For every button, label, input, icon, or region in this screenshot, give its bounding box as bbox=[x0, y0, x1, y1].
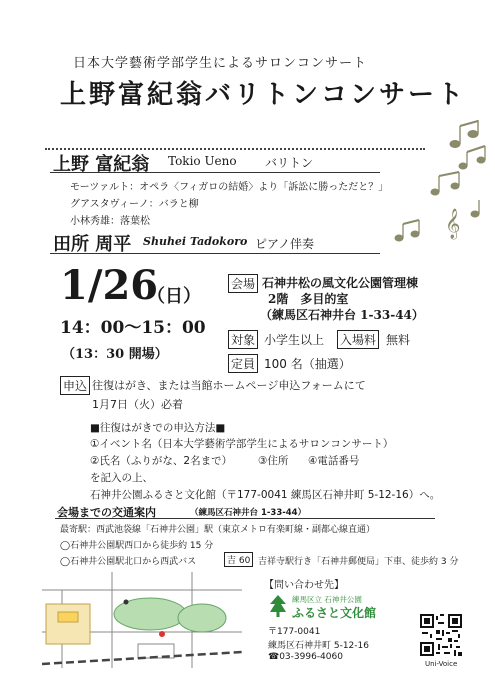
program-item: グアスタヴィーノ：バラと柳 bbox=[70, 199, 199, 210]
fee-value: 無料 bbox=[386, 333, 411, 347]
bus-route-badge: 吉 60 bbox=[224, 552, 253, 567]
event-title: 上野富紀翁バリトンコンサート bbox=[60, 80, 467, 110]
fee-label: 入場料 bbox=[337, 330, 379, 349]
postcard-item: ④電話番号 bbox=[308, 455, 360, 467]
contact-org-large: ふるさと文化館 bbox=[292, 606, 377, 620]
venue-logo-icon bbox=[268, 594, 288, 618]
apply-deadline: 1月7日（火）必着 bbox=[92, 398, 183, 411]
venue-label: 会場 bbox=[228, 274, 258, 293]
event-subtitle: 日本大学藝術学部学生によるサロンコンサート bbox=[73, 56, 368, 71]
postcard-instruction: を記入の上、 bbox=[90, 472, 153, 484]
target-value: 小学生以上 bbox=[264, 333, 325, 347]
apply-label: 申込 bbox=[60, 376, 90, 395]
transport-line: ◯石神井公園駅西口から徒歩約 15 分 bbox=[60, 541, 214, 551]
svg-text:𝄞: 𝄞 bbox=[445, 209, 461, 239]
postcard-item: ③住所 bbox=[258, 455, 289, 467]
performer-1-role: バリトン bbox=[265, 156, 314, 170]
performer-1-name: 上野 富紀翁 bbox=[53, 154, 150, 175]
performer-2-name-en: Shuhei Tadokoro bbox=[143, 235, 248, 248]
transport-line: 吉祥寺駅行き「石神井郵便局」下車、徒歩約 3 分 bbox=[258, 557, 459, 567]
separator bbox=[50, 172, 380, 173]
program-item: 小林秀雄：落葉松 bbox=[70, 216, 150, 227]
venue-floor: 2階 多目的室 bbox=[268, 292, 349, 306]
transport-title: 会場までの交通案内 bbox=[57, 506, 156, 519]
event-doors: （13：30 開場） bbox=[62, 347, 168, 362]
music-notes-icon bbox=[385, 120, 495, 250]
capacity-value: 100 名（抽選） bbox=[264, 357, 351, 371]
postcard-item: ①イベント名（日本大学藝術学部学生によるサロンコンサート） bbox=[90, 438, 394, 450]
transport-line: 最寄駅：西武池袋線「石神井公園」駅（東京メトロ有楽町線・副都心線直通） bbox=[60, 525, 376, 535]
separator bbox=[55, 518, 435, 519]
target-label: 対象 bbox=[228, 330, 258, 349]
contact-address: 練馬区石神井町 5-12-16 bbox=[268, 641, 369, 651]
venue-address: （練馬区石神井台 1-33-44） bbox=[260, 308, 424, 322]
event-date: 1/26 bbox=[60, 262, 159, 309]
contact-org-small: 練馬区立 石神井公園 bbox=[292, 595, 362, 604]
apply-method: 往復はがき、または当館ホームページ申込フォームにて bbox=[92, 379, 366, 392]
event-time: 14：00〜15：00 bbox=[60, 318, 206, 338]
map-illustration bbox=[42, 572, 242, 668]
performer-2-name: 田所 周平 bbox=[53, 234, 132, 255]
transport-line: ◯石神井公園駅北口から西武バス bbox=[60, 557, 197, 567]
qr-code-icon[interactable] bbox=[420, 614, 462, 656]
postcard-address: 石神井公園ふるさと文化館（〒177-0041 練馬区石神井町 5-12-16）へ。 bbox=[90, 489, 441, 501]
event-weekday: （日） bbox=[147, 286, 201, 307]
performer-2-role: ピアノ伴奏 bbox=[255, 237, 315, 251]
postcard-title: ■往復はがきでの申込方法■ bbox=[90, 422, 226, 434]
venue-name: 石神井松の風文化公園管理棟 bbox=[262, 276, 419, 290]
transport-title-note: （練馬区石神井台 1-33-44） bbox=[190, 508, 307, 518]
contact-title: 【問い合わせ先】 bbox=[264, 580, 344, 591]
postcard-item: ②氏名（ふりがな、2名まで） bbox=[90, 455, 233, 467]
footer-brand: Uni-Voice bbox=[425, 660, 458, 668]
separator bbox=[50, 253, 380, 254]
program-item: モーツァルト：オペラ〈フィガロの結婚〉より「訴訟に勝っただと？」 bbox=[70, 182, 389, 193]
capacity-label: 定員 bbox=[228, 354, 258, 373]
performer-1-name-en: Tokio Ueno bbox=[168, 154, 237, 168]
contact-zip: 〒177-0041 bbox=[268, 627, 321, 637]
contact-phone: ☎03-3996-4060 bbox=[268, 652, 343, 662]
